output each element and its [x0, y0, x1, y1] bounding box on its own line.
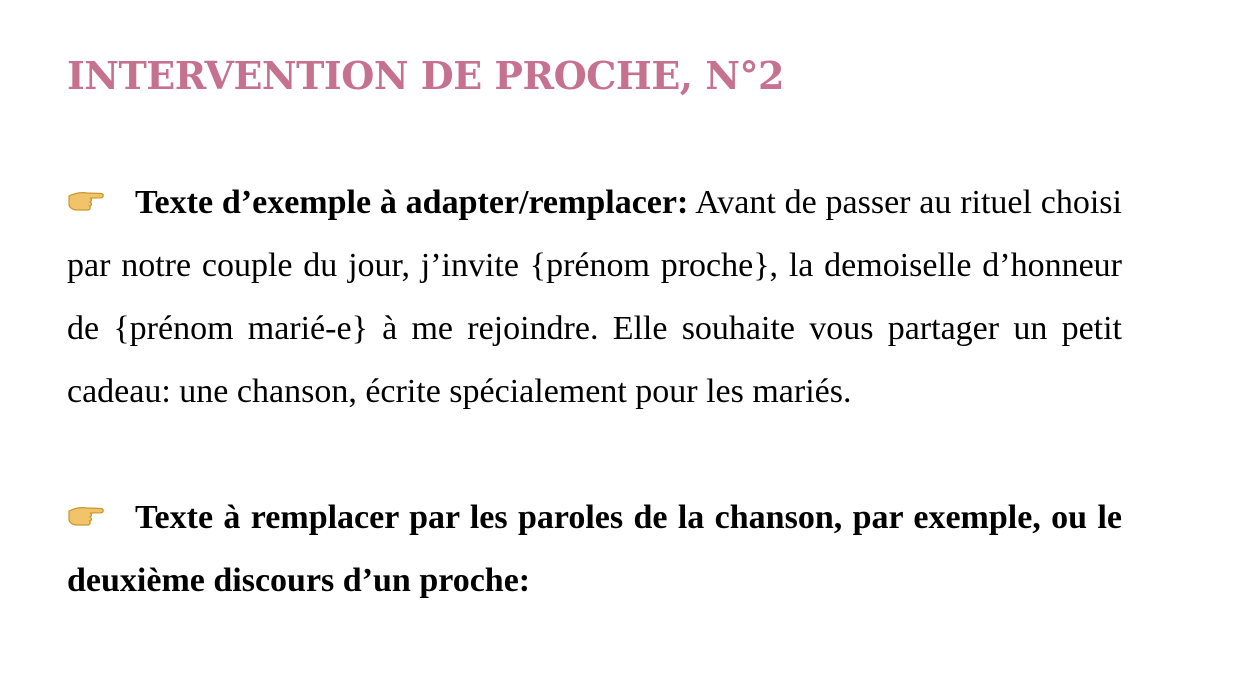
bold-lead-text: Texte à remplacer par les paroles de la chanson, par exemple, ou le deuxième discours d’un proche: [67, 499, 1122, 599]
body-text: Avant de passer au rituel choisi par notre couple du jour, j’invite {prénom proche}, la demoiselle d’honneur de {prénom marié-e} à me rejoindre. Elle souhaite vous partager un petit cadeau: une chanson, écrite spécialement pour les mariés. [67, 184, 1122, 410]
pointing-hand-right-icon [67, 502, 105, 532]
section-heading: INTERVENTION DE PROCHE, N°2 [67, 53, 784, 98]
bold-lead-text: Texte d’exemple à adapter/remplacer: [135, 184, 689, 221]
pointing-hand-right-icon [67, 187, 105, 217]
paragraph-example-text [67, 171, 1122, 423]
paragraph-replace-text [67, 486, 1122, 612]
